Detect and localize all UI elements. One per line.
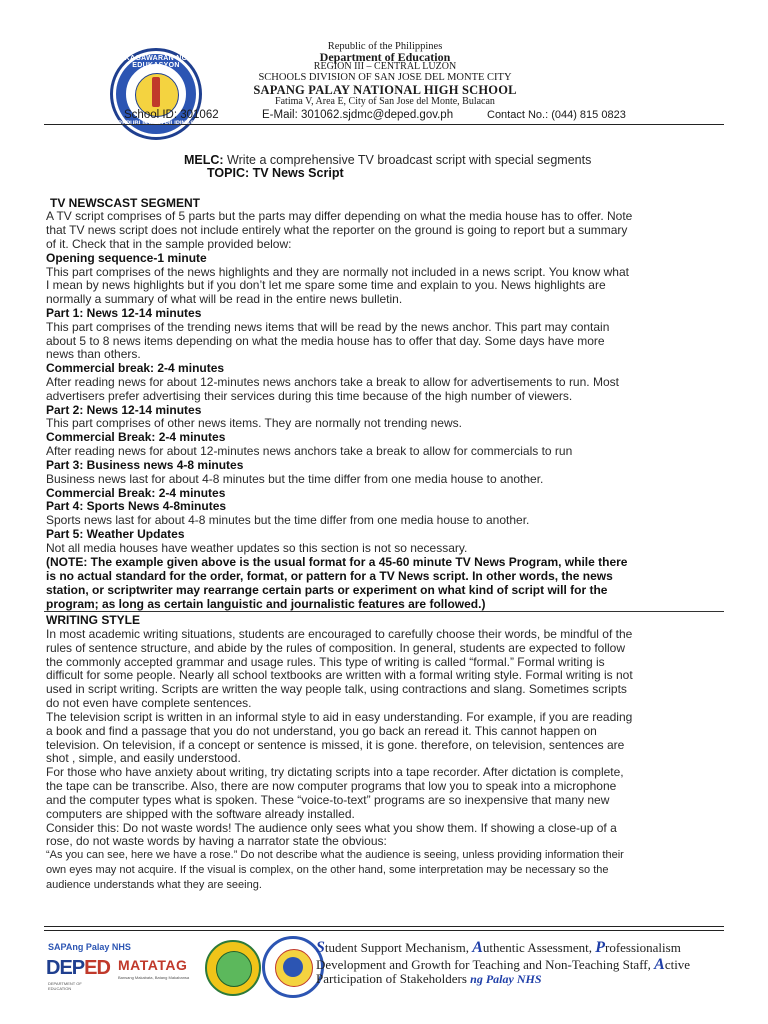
footer-divider xyxy=(44,926,724,927)
writing-p2: television. On television, if a concept or sentence is missed, it is gone. therefore, on television, sentences are xyxy=(46,738,625,752)
intro-line: of it. Check that in the sample provided below: xyxy=(46,237,292,251)
break1-title: Commercial break: 2-4 minutes xyxy=(46,361,225,375)
part5-text: Not all media houses have weather updates so this section is not so necessary. xyxy=(46,541,468,555)
writing-p3: computers are shipped with the software already installed. xyxy=(46,807,355,821)
mission-text: ctive xyxy=(664,957,691,972)
mission-text: tudent Support Mechanism, xyxy=(324,940,473,955)
writing-p5: own eyes may not acquire. If the visual is complex, on the other hand, some interpretation may be necessary so the xyxy=(46,864,609,876)
deped-logo-text: ED xyxy=(84,957,110,979)
break3-title: Commercial Break: 2-4 minutes xyxy=(46,486,226,500)
break2-text: After reading news for about 12-minutes news anchors take a break to allow for commercials to run xyxy=(46,444,573,458)
topic-line xyxy=(207,167,344,180)
writing-p4: rose, do not waste words by having a narrator state the obvious: xyxy=(46,834,387,848)
part2-text: This part comprises of other news items. They are normally not trending news. xyxy=(46,416,462,430)
intro-line: that TV news script does not include entirely what the reporter on the ground is going to report but a summary xyxy=(46,223,628,237)
opening-text: This part comprises of the news highlights and they are normally not included in a news script. You know what xyxy=(46,265,629,279)
header-school-name: SAPANG PALAY NATIONAL HIGH SCHOOL xyxy=(253,83,517,97)
section-divider xyxy=(44,611,724,612)
mission-initial: A xyxy=(654,956,665,973)
writing-p3: the tape can be transcribe. Also, there are now computer programs that low you to speak into a microphone xyxy=(46,779,617,793)
part1-text: This part comprises of the trending news items that will be read by the news anchor. This part may contain xyxy=(46,320,610,334)
header-divider xyxy=(44,124,724,125)
writing-p3: For those who have anxiety about writing, try dictating scripts into a tape recorder. After dictation is complete, xyxy=(46,765,624,779)
segment-heading: TV NEWSCAST SEGMENT xyxy=(50,196,201,210)
writing-p1: difficult for some people. Nearly all school textbooks are written with a formal writing style. Formal writing is not xyxy=(46,668,633,682)
writing-p2: The television script is written in an informal style to aid in easy understanding. For example, if you are reading xyxy=(46,710,633,724)
note-line: is no actual standard for the order, format, or pattern for a TV News script. In other words, the news xyxy=(46,569,613,583)
mission-initial: A xyxy=(472,939,483,956)
part1-text: about 5 to 8 news items depending on what the media house has to offer that day. Some days have more xyxy=(46,334,605,348)
part4-text: Sports news last for about 4-8 minutes but the time differ from one media house to another. xyxy=(46,513,530,527)
note-line: program; as long as certain languistic and journalistic features are followed.) xyxy=(46,597,486,611)
opening-text: normally a summary of what will be read in the entire news bulletin. xyxy=(46,292,403,306)
writing-p5: audience understands what they are seeing. xyxy=(46,879,262,891)
writing-p2: a book and find a passage that you do not understand, you go back an reread it. This cannot happen on xyxy=(46,724,597,738)
mission-initial: S xyxy=(316,939,325,956)
header-region: REGION III – CENTRAL LUZON xyxy=(313,61,457,72)
deped-seal-logo xyxy=(110,48,202,140)
note-line: (NOTE: The example given above is the usual format for a 45-60 minute TV News Program, while there xyxy=(46,555,628,569)
writing-p1: In most academic writing situations, students are encouraged to carefully choose their words, be mindful of the xyxy=(46,627,633,641)
mission-text: Participation of Stakeholders xyxy=(316,971,471,986)
part3-text: Business news last for about 4-8 minutes but the time differ from one media house to another. xyxy=(46,472,544,486)
writing-p1: used in script writing. Scripts are written the way people talk, using contractions and slang. Sometimes scripts xyxy=(46,682,627,696)
seal-text-bottom: REPUBLIKA NG PILIPINAS xyxy=(117,121,195,127)
matatag-logo-text: MATATAG xyxy=(118,957,188,973)
matatag-logo-subtext: Bansang Makabata, Batang Makabansa xyxy=(118,975,190,980)
topic-label: TOPIC: xyxy=(207,166,250,180)
deped-logo-subtext: DEPARTMENT OF EDUCATION xyxy=(48,981,82,991)
header-republic: Republic of the Philippines xyxy=(327,41,443,52)
intro-line: A TV script comprises of 5 parts but the parts may differ depending on what the media house has to offer. Note xyxy=(46,209,633,223)
part3-title: Part 3: Business news 4-8 minutes xyxy=(46,458,244,472)
deped-logo-text: DEP xyxy=(46,957,85,979)
melc-text: Write a comprehensive TV broadcast script with special segments xyxy=(223,153,592,167)
writing-p2: shot , simple, and easily understood. xyxy=(46,751,241,765)
deped-logo xyxy=(46,955,110,991)
break2-title: Commercial Break: 2-4 minutes xyxy=(46,430,226,444)
header-division: SCHOOLS DIVISION OF SAN JOSE DEL MONTE CITY xyxy=(258,72,512,83)
school-contact: Contact No.: (044) 815 0823 xyxy=(487,109,626,121)
writing-p4: Consider this: Do not waste words! The audience only sees what you show them. If showing a close-up of a xyxy=(46,821,617,835)
writing-style-heading: WRITING STYLE xyxy=(46,613,140,627)
division-badge-logo xyxy=(205,940,261,996)
mission-initial: P xyxy=(595,939,605,956)
header-address: Fatima V, Area E, City of San Jose del Monte, Bulacan xyxy=(275,96,495,107)
topic-text: TV News Script xyxy=(249,166,344,180)
part1-title: Part 1: News 12-14 minutes xyxy=(46,306,202,320)
mission-school: ng Palay NHS xyxy=(470,972,542,986)
note-line: station, or scriptwriter may rearrange certain parts or experiment on what kind of script will for the xyxy=(46,583,608,597)
break1-text: advertisers prefer advertising their services during this time because of the high number of viewers. xyxy=(46,389,573,403)
part5-title: Part 5: Weather Updates xyxy=(46,527,185,541)
melc-label: MELC: xyxy=(184,153,224,167)
break1-text: After reading news for about 12-minutes news anchors take a break to allow for advertisements to run. Most xyxy=(46,375,619,389)
matatag-logo xyxy=(118,955,190,985)
school-seal-logo xyxy=(262,936,324,998)
writing-p3: and the computer types what is spoken. These “voice-to-text” programs are so inexpensive that many new xyxy=(46,793,610,807)
mission-text: Development and Growth for Teaching and Non-Teaching Staff, xyxy=(316,957,655,972)
opening-title: Opening sequence-1 minute xyxy=(46,251,207,265)
mission-line xyxy=(316,972,542,985)
school-id: School ID: 301062 xyxy=(124,109,219,121)
melc-line xyxy=(184,154,591,167)
header-department: Department of Education xyxy=(319,50,451,64)
school-email: E-Mail: 301062.sjdmc@deped.gov.ph xyxy=(262,109,454,121)
mission-text: uthentic Assessment, xyxy=(482,940,596,955)
opening-text: I mean by news highlights but if you don’t let me spare some time and explain to you. News highlights are xyxy=(46,278,606,292)
mission-text: rofessionalism xyxy=(604,940,681,955)
writing-p1: rules of sentence structure, and abide by the rules of composition. In general, students are expected to follow xyxy=(46,641,626,655)
part1-text: news than others. xyxy=(46,347,141,361)
part4-title: Part 4: Sports News 4-8minutes xyxy=(46,499,227,513)
writing-p1: do not even have complete sentences. xyxy=(46,696,252,710)
footer-school-label: SAPAng Palay NHS xyxy=(48,942,131,952)
part2-title: Part 2: News 12-14 minutes xyxy=(46,403,202,417)
writing-p5: “As you can see, here we have a rose.” Do not describe what the audience is seeing, unless providing information their xyxy=(46,849,624,861)
mission-line xyxy=(316,940,681,956)
writing-p1: the commonly accepted grammar and usage rules. This type of writing is called “formal.” Formal writing is xyxy=(46,655,605,669)
footer-divider xyxy=(44,930,724,931)
seal-text-top: KAGAWARAN NG EDUKASYON xyxy=(124,55,188,69)
